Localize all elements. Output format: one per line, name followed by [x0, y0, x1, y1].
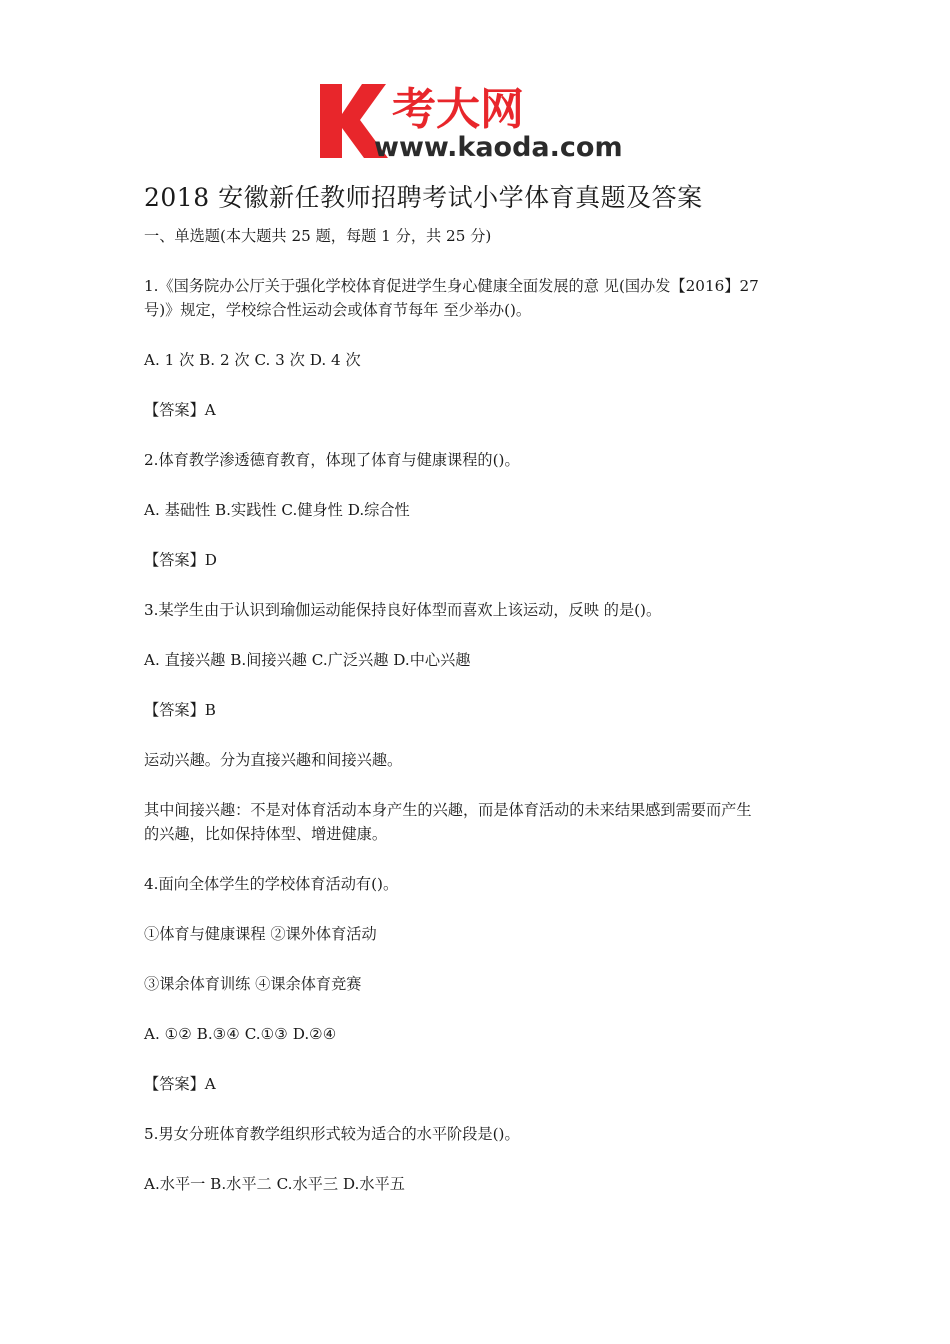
question-2-options: A. 基础性 B.实践性 C.健身性 D.综合性 [144, 501, 410, 519]
note-line: 其中间接兴趣：不是对体育活动本身产生的兴趣，而是体育活动的未来结果感到需要而产生 [144, 801, 752, 819]
section-heading: 一、单选题(本大题共 25 题，每题 1 分，共 25 分) [144, 227, 492, 245]
logo-url-text: www.kaoda.com [374, 132, 623, 162]
question-2-answer: 【答案】D [144, 551, 217, 569]
question-5-stem: 5.男女分班体育教学组织形式较为适合的水平阶段是()。 [144, 1125, 520, 1143]
kaoda-logo-graphic [318, 78, 640, 162]
question-1-stem [144, 274, 824, 322]
question-1-answer: 【答案】A [144, 401, 216, 419]
question-4-options: A. ①② B.③④ C.①③ D.②④ [144, 1025, 337, 1043]
question-4-answer: 【答案】A [144, 1075, 216, 1093]
question-4-stem: 4.面向全体学生的学校体育活动有()。 [144, 875, 399, 893]
kaoda-logo [318, 78, 640, 162]
question-3-options: A. 直接兴趣 B.间接兴趣 C.广泛兴趣 D.中心兴趣 [144, 651, 471, 669]
question-4-item-line: ①体育与健康课程 ②课外体育活动 [144, 925, 377, 943]
question-5-options: A.水平一 B.水平二 C.水平三 D.水平五 [144, 1175, 405, 1193]
document-title: 2018 安徽新任教师招聘考试小学体育真题及答案 [144, 183, 703, 212]
logo-brand-text: 考大网 [392, 84, 524, 135]
question-2-stem: 2.体育教学渗透德育教育，体现了体育与健康课程的()。 [144, 451, 520, 469]
note-line: 的兴趣，比如保持体型、增进健康。 [144, 825, 387, 843]
question-stem-line: 1.《国务院办公厅关于强化学校体育促进学生身心健康全面发展的意 见(国办发【2016】27 [144, 277, 759, 295]
question-3-note-1: 运动兴趣。分为直接兴趣和间接兴趣。 [144, 751, 403, 769]
question-4-item-line: ③课余体育训练 ④课余体育竞赛 [144, 975, 362, 993]
question-1-options: A. 1 次 B. 2 次 C. 3 次 D. 4 次 [144, 351, 361, 369]
question-stem-line: 号)》规定，学校综合性运动会或体育节每年 至少举办()。 [144, 301, 532, 319]
question-3-stem: 3.某学生由于认识到瑜伽运动能保持良好体型而喜欢上该运动，反映 的是()。 [144, 601, 662, 619]
question-3-note-2 [144, 798, 824, 846]
document-body [144, 224, 824, 1222]
question-3-answer: 【答案】B [144, 701, 216, 719]
